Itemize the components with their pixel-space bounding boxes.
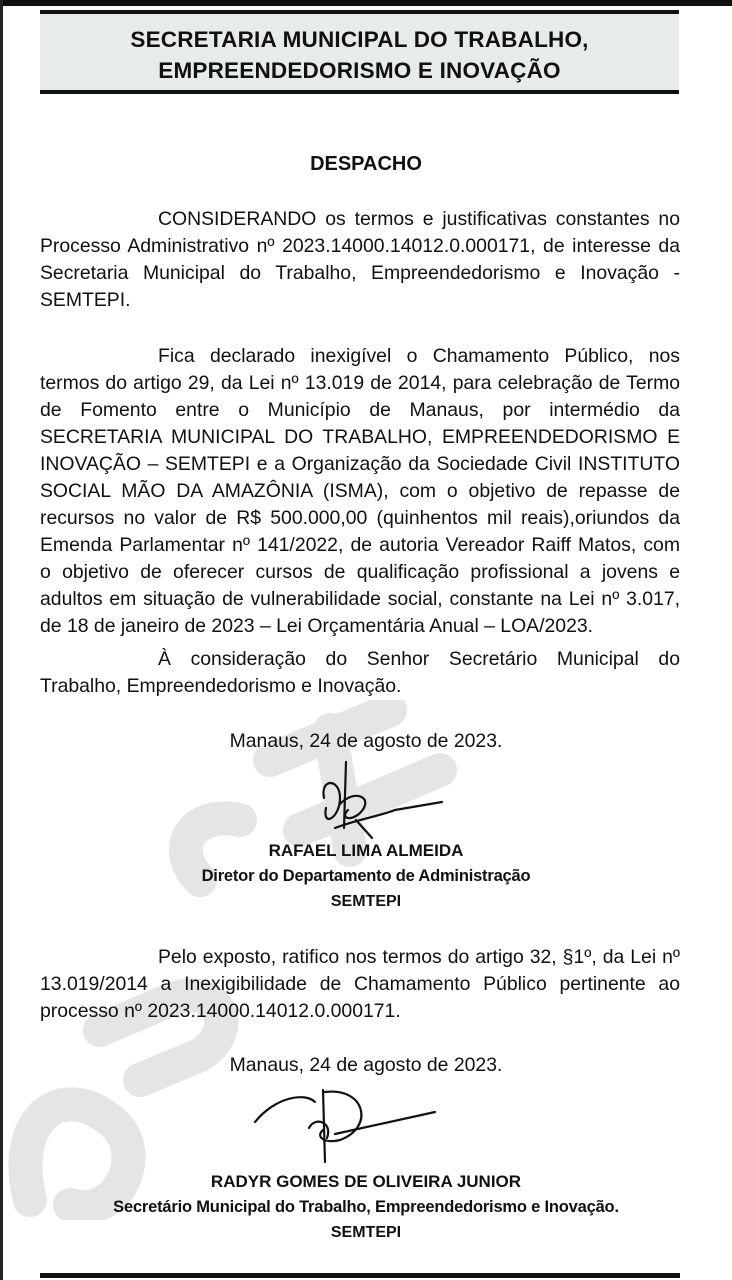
header-line-1: SECRETARIA MUNICIPAL DO TRABALHO, <box>130 27 589 52</box>
bottom-border <box>40 1273 680 1278</box>
signer-2-name: RADYR GOMES DE OLIVEIRA JUNIOR <box>210 1172 522 1191</box>
header-line-2: EMPREENDEDORISMO E INOVAÇÃO <box>158 58 561 83</box>
left-edge-border <box>0 0 3 1280</box>
paragraph-declaracao: Fica declarado inexigível o Chamamento Público, nos termos do artigo 29, da Lei nº 13.019 de 2014, para celebração de Termo de Fomento entre o Município de Manaus, por intermédio da SECRETARIA MUNICIPAL DO TRABALHO, EMPREENDEDORISMO E INOVAÇÃO – SEMTEPI e a Organização da Sociedade Civil INSTITUTO SOCIAL MÃO DA AMAZÔNIA (ISMA), com o objetivo de repasse de recursos no valor de R$ 500.000,00 (quinhentos mil reais),oriundos da Emenda Parlamentar nº 141/2022, de autoria Vereador Raiff Matos, com o objetivo de oferecer cursos de qualificação profissional a jovens e adultos em situação de vulnerabilidade social, constante na Lei nº 3.017, de 18 de janeiro de 2023 – Lei Orçamentária Anual – LOA/2023. <box>40 345 680 637</box>
signer-1-role: Diretor do Departamento de Administração <box>201 867 531 885</box>
document-header <box>40 10 679 94</box>
paragraph-consideracao: À consideração do Senhor Secretário Municipal do Trabalho, Empreendedorismo e Inovação. <box>40 648 680 697</box>
top-border <box>0 0 732 6</box>
paragraph-ratificacao: Pelo exposto, ratifico nos termos do artigo 32, §1º, da Lei nº 13.019/2014 a Inexigibilidade de Chamamento Público pertinente ao processo nº 2023.14000.14012.0.000171. <box>40 946 680 1022</box>
signer-2-role: Secretário Municipal do Trabalho, Empreendedorismo e Inovação. <box>113 1198 619 1216</box>
signer-1-name: RAFAEL LIMA ALMEIDA <box>268 841 464 860</box>
signer-1-org: SEMTEPI <box>330 893 402 910</box>
date-line-2: Manaus, 24 de agosto de 2023. <box>229 1054 503 1076</box>
signer-2-org: SEMTEPI <box>330 1224 402 1241</box>
document-title: DESPACHO <box>310 153 422 175</box>
paragraph-considerando: CONSIDERANDO os termos e justificativas constantes no Processo Administrativo nº 2023.14000.14012.0.000171, de interesse da Secretaria Municipal do Trabalho, Empreendedorismo e Inovação - SEMTEPI. <box>40 208 680 311</box>
signature-1 <box>300 758 450 848</box>
signature-2 <box>245 1082 445 1172</box>
date-line-1: Manaus, 24 de agosto de 2023. <box>229 730 503 752</box>
